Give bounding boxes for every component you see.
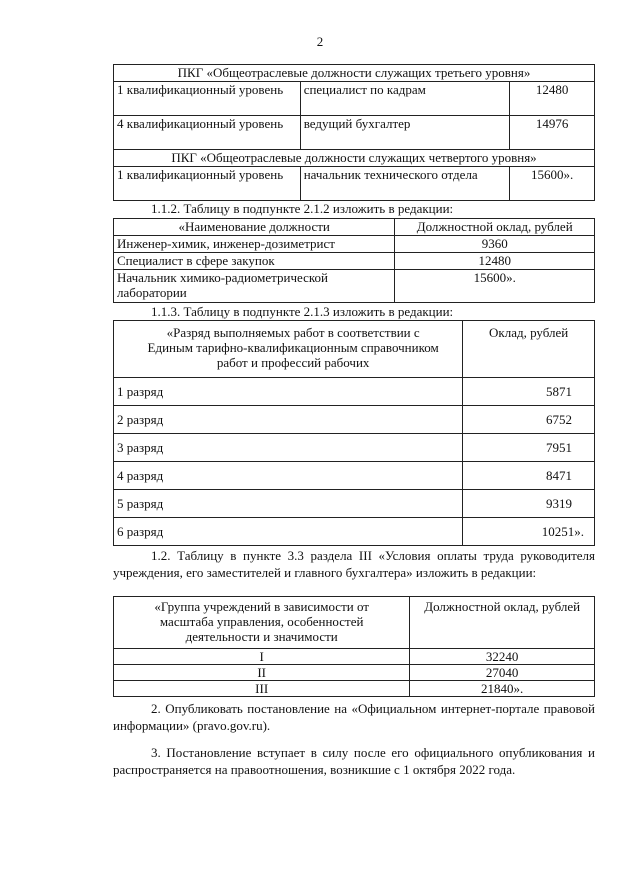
groups-table [113, 596, 595, 697]
section-12-intro [113, 547, 595, 581]
position-salary-cell: 9360 [395, 236, 595, 253]
col-salary: Оклад, рублей [463, 321, 595, 378]
item-3-text: 3. Постановление вступает в силу после его официального опубликования и распространяется на правоотношения, возникшие с 1 октября 2022 года. [113, 745, 595, 777]
pkg-salary-cell: 15600». [510, 167, 595, 201]
position-name-cell: Начальник химико-радиометрической лаборатории [114, 270, 395, 303]
pkg-position-cell: начальник технического отдела [300, 167, 509, 201]
grade-salary-cell: 8471 [463, 462, 595, 490]
group-cell: I [114, 649, 410, 665]
grade-salary-cell: 9319 [463, 490, 595, 518]
col-salary: Должностной оклад, рублей [410, 597, 595, 649]
item-2 [113, 700, 595, 734]
col-salary: Должностной оклад, рублей [395, 219, 595, 236]
section-112-intro: 1.1.2. Таблицу в подпункте 2.1.2 изложить в редакции: [151, 201, 454, 216]
pkg-level-cell: 1 квалификационный уровень [114, 82, 301, 116]
col-group: «Группа учреждений в зависимости от масштаба управления, особенностей деятельности и значимости [114, 597, 410, 649]
positions-table [113, 218, 595, 303]
group-cell: II [114, 665, 410, 681]
pkg-level-cell: 4 квалификационный уровень [114, 116, 301, 150]
grades-table [113, 320, 595, 546]
col-grade: «Разряд выполняемых работ в соответствии с Единым тарифно-квалификационным справочником работ и профессий рабочих [114, 321, 463, 378]
group-salary-cell: 27040 [410, 665, 595, 681]
position-name-cell: Специалист в сфере закупок [114, 253, 395, 270]
item-3 [113, 744, 595, 778]
pkg-salary-cell: 14976 [510, 116, 595, 150]
grade-cell: 3 разряд [114, 434, 463, 462]
grade-salary-cell: 5871 [463, 378, 595, 406]
position-salary-cell: 12480 [395, 253, 595, 270]
section-12-text: 1.2. Таблицу в пункте 3.3 раздела III «Условия оплаты труда руководителя учреждения, его заместителей и главного бухгалтера» изложить в редакции: [113, 548, 595, 580]
col-position-name: «Наименование должности [114, 219, 395, 236]
position-salary-cell: 15600». [395, 270, 595, 303]
grade-cell: 2 разряд [114, 406, 463, 434]
group-salary-cell: 32240 [410, 649, 595, 665]
position-name-cell: Инженер-химик, инженер-дозиметрист [114, 236, 395, 253]
page-number: 2 [316, 34, 324, 49]
pkg-salary-cell: 12480 [510, 82, 595, 116]
pkg-position-cell: специалист по кадрам [300, 82, 509, 116]
section-113-intro: 1.1.3. Таблицу в подпункте 2.1.3 изложить в редакции: [151, 304, 454, 319]
grade-cell: 5 разряд [114, 490, 463, 518]
pkg-group4-header: ПКГ «Общеотраслевые должности служащих четвертого уровня» [114, 150, 595, 167]
group-cell: III [114, 681, 410, 697]
grade-cell: 4 разряд [114, 462, 463, 490]
item-2-text: 2. Опубликовать постановление на «Официальном интернет-портале правовой информации» (pravo.gov.ru). [113, 701, 595, 733]
pkg-table [113, 64, 595, 201]
grade-cell: 1 разряд [114, 378, 463, 406]
pkg-group3-header: ПКГ «Общеотраслевые должности служащих третьего уровня» [114, 65, 595, 82]
grade-salary-cell: 7951 [463, 434, 595, 462]
group-salary-cell: 21840». [410, 681, 595, 697]
pkg-level-cell: 1 квалификационный уровень [114, 167, 301, 201]
pkg-position-cell: ведущий бухгалтер [300, 116, 509, 150]
grade-salary-cell: 6752 [463, 406, 595, 434]
grade-cell: 6 разряд [114, 518, 463, 546]
grade-salary-cell: 10251». [463, 518, 595, 546]
